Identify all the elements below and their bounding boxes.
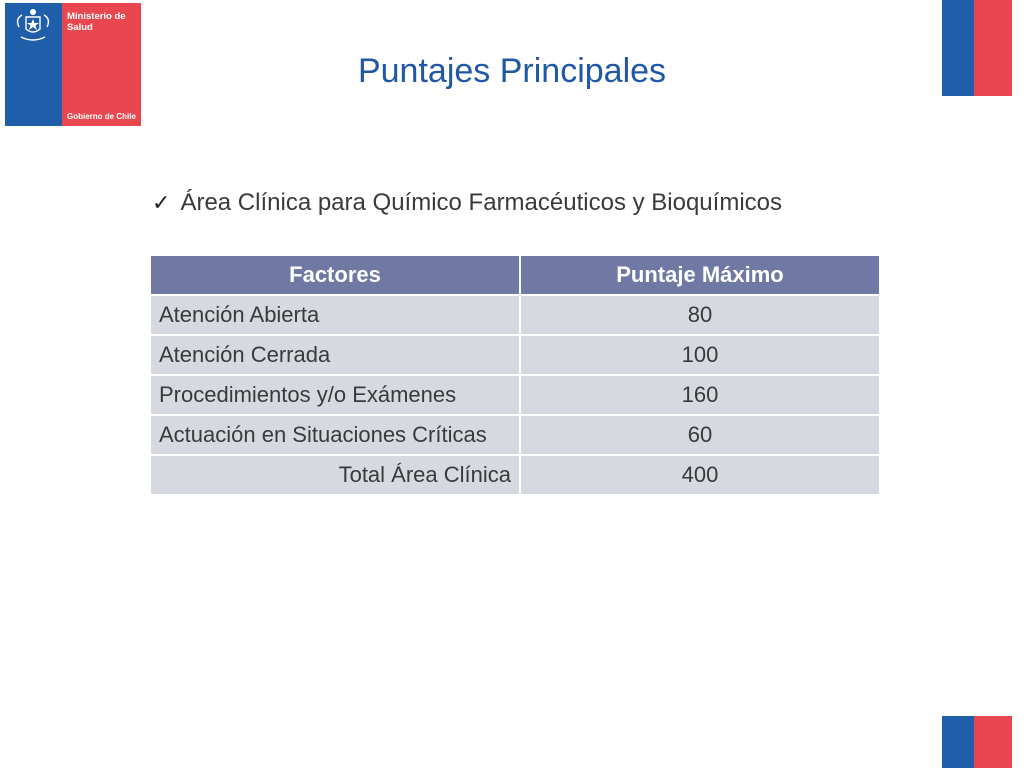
flag-blue-stripe (942, 716, 974, 768)
total-label-cell: Total Área Clínica (150, 455, 520, 495)
points-cell: 60 (520, 415, 880, 455)
logo-org-name (67, 11, 126, 33)
logo-org-line1: Ministerio de (67, 11, 126, 22)
factor-cell: Atención Abierta (150, 295, 520, 335)
table-header-row (150, 255, 880, 295)
table-row (150, 375, 880, 415)
logo-government: Gobierno de Chile (67, 112, 136, 121)
points-cell: 100 (520, 335, 880, 375)
factor-cell: Procedimientos y/o Exámenes (150, 375, 520, 415)
logo-org-line2: Salud (67, 22, 93, 33)
scores-table (149, 254, 881, 496)
flag-decoration-bottom (942, 716, 1012, 768)
factor-cell: Actuación en Situaciones Críticas (150, 415, 520, 455)
table-row (150, 335, 880, 375)
check-icon: ✓ (152, 190, 171, 216)
flag-red-stripe (974, 716, 1012, 768)
table-total-row (150, 455, 880, 495)
header-puntaje-maximo: Puntaje Máximo (520, 255, 880, 295)
coat-of-arms-icon (11, 7, 55, 45)
slide-subtitle (152, 189, 782, 217)
points-cell: 160 (520, 375, 880, 415)
points-cell: 80 (520, 295, 880, 335)
slide-title: Puntajes Principales (357, 52, 667, 90)
table-row (150, 415, 880, 455)
header-factores: Factores (150, 255, 520, 295)
subtitle-text: Área Clínica para Químico Farmacéuticos y Bioquímicos (180, 189, 782, 216)
total-points-cell: 400 (520, 455, 880, 495)
factor-cell: Atención Cerrada (150, 335, 520, 375)
table-row (150, 295, 880, 335)
